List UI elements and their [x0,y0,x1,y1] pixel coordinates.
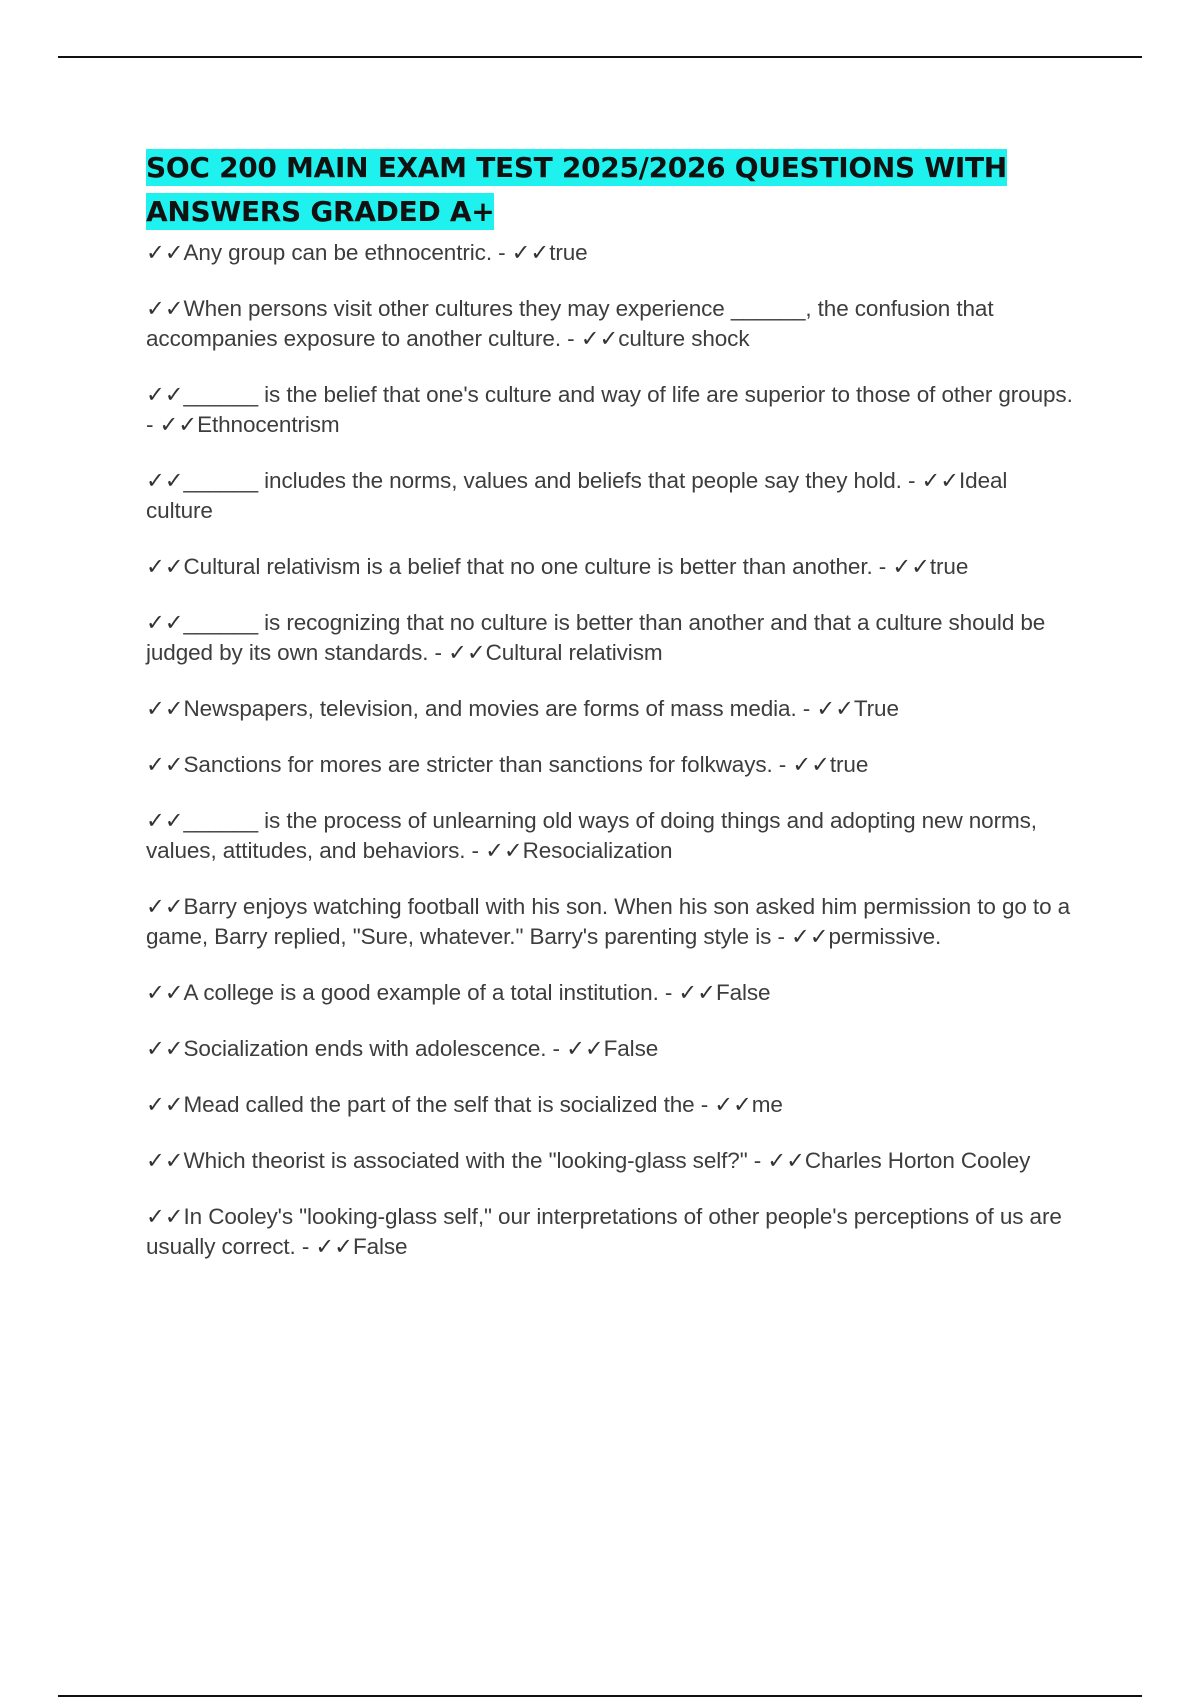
qa-item: ✓✓Cultural relativism is a belief that no one culture is better than another. - ✓✓true [146,554,969,579]
qa-item: ✓✓Mead called the part of the self that is socialized the - ✓✓me [146,1092,783,1117]
question-text: Newspapers, television, and movies are forms of mass media. [183,696,797,721]
check-mark-icon: ✓✓ [146,296,184,321]
qa-item: ✓✓______ is the process of unlearning old ways of doing things and adopting new norms, values, attitudes, and behaviors. - ✓✓Resocialization [146,808,1037,863]
check-mark-icon: ✓✓ [146,696,184,721]
check-mark-icon: ✓✓ [791,924,829,949]
check-mark-icon: ✓✓ [511,240,550,265]
question-text: ______ is the process of unlearning old ways of doing things and adopting new norms, values, attitudes, and behaviors. [146,808,1037,863]
check-mark-icon: ✓✓ [767,1148,805,1173]
check-mark-icon: ✓✓ [146,1036,184,1061]
answer-text: true [929,554,969,579]
qa-item: ✓✓______ includes the norms, values and beliefs that people say they hold. - ✓✓Ideal culture [146,468,1008,523]
qa-item: ✓✓Socialization ends with adolescence. - ✓✓False [146,1036,659,1061]
document-title [146,146,1076,234]
question-text: Barry enjoys watching football with his son. When his son asked him permission to go to a game, Barry replied, "Sure, whatever." Barry's parenting style is [146,894,1071,949]
question-text: Socialization ends with adolescence. [183,1036,547,1061]
question-text: Sanctions for mores are stricter than sanctions for folkways. [183,752,773,777]
check-mark-icon: ✓✓ [146,554,184,579]
answer-text: me [751,1092,783,1117]
check-mark-icon: ✓✓ [315,1234,353,1259]
qa-item: ✓✓Sanctions for mores are stricter than sanctions for folkways. - ✓✓true [146,752,869,777]
qa-item: ✓✓______ is recognizing that no culture is better than another and that a culture should be judged by its own standards. - ✓✓Cultural relativism [146,610,1046,665]
answer-text: False [715,980,771,1005]
answer-text: Ideal culture [146,468,1008,523]
question-text: A college is a good example of a total institution. [183,980,659,1005]
question-text: Mead called the part of the self that is socialized the [183,1092,695,1117]
question-text: When persons visit other cultures they may experience ______, the confusion that accompanies exposure to another culture. [146,296,994,351]
check-mark-icon: ✓✓ [146,468,184,493]
question-text: ______ is recognizing that no culture is better than another and that a culture should be judged by its own standards. [146,610,1046,665]
check-mark-icon: ✓✓ [146,752,184,777]
question-text: ______ includes the norms, values and beliefs that people say they hold. [183,468,902,493]
check-mark-icon: ✓✓ [146,1092,184,1117]
check-mark-icon: ✓✓ [792,752,830,777]
question-text: Any group can be ethnocentric. [183,240,492,265]
check-mark-icon: ✓✓ [146,240,184,265]
qa-item: ✓✓In Cooley's "looking-glass self," our interpretations of other people's perceptions of us are usually correct. - ✓✓False [146,1204,1062,1259]
question-text: Which theorist is associated with the "looking-glass self?" [183,1148,748,1173]
question-text: In Cooley's "looking-glass self," our interpretations of other people's perceptions of us are usually correct. [146,1204,1062,1259]
check-mark-icon: ✓✓ [580,326,619,351]
answer-text: true [549,240,588,265]
answer-text: Cultural relativism [485,640,663,665]
check-mark-icon: ✓✓ [892,554,930,579]
qa-item: ✓✓______ is the belief that one's culture and way of life are superior to those of other groups. - ✓✓Ethnocentrism [146,382,1073,437]
answer-text: False [603,1036,659,1061]
qa-item: ✓✓A college is a good example of a total institution. - ✓✓False [146,980,771,1005]
answer-text: permissive. [828,924,942,949]
answer-text: True [853,696,899,721]
answer-text: Charles Horton Cooley [804,1148,1031,1173]
top-rule [58,56,1142,58]
qa-item: ✓✓Any group can be ethnocentric. - ✓✓true [146,240,588,265]
check-mark-icon: ✓✓ [816,696,854,721]
check-mark-icon: ✓✓ [146,382,184,407]
check-mark-icon: ✓✓ [146,894,184,919]
question-text: ______ is the belief that one's culture and way of life are superior to those of other groups. [183,382,1073,407]
check-mark-icon: ✓✓ [566,1036,604,1061]
answer-text: culture shock [618,326,750,351]
check-mark-icon: ✓✓ [146,1148,184,1173]
check-mark-icon: ✓✓ [146,980,184,1005]
check-mark-icon: ✓✓ [146,808,184,833]
qa-item: ✓✓Which theorist is associated with the "looking-glass self?" - ✓✓Charles Horton Cooley [146,1148,1031,1173]
check-mark-icon: ✓✓ [448,640,486,665]
document-body [146,146,1076,1288]
answer-text: true [829,752,869,777]
question-text: Cultural relativism is a belief that no one culture is better than another. [183,554,873,579]
check-mark-icon: ✓✓ [159,412,198,437]
check-mark-icon: ✓✓ [678,980,716,1005]
qa-item: ✓✓Newspapers, television, and movies are forms of mass media. - ✓✓True [146,696,899,721]
check-mark-icon: ✓✓ [146,1204,184,1229]
answer-text: Ethnocentrism [197,412,340,437]
answer-text: False [352,1234,408,1259]
qa-list [146,238,1076,1262]
check-mark-icon: ✓✓ [714,1092,752,1117]
check-mark-icon: ✓✓ [921,468,960,493]
qa-item: ✓✓Barry enjoys watching football with his son. When his son asked him permission to go to a game, Barry replied, "Sure, whatever." Barry's parenting style is - ✓✓permissive. [146,894,1071,949]
check-mark-icon: ✓✓ [146,610,184,635]
document-title-highlight: SOC 200 MAIN EXAM TEST 2025/2026 QUESTIONS WITH ANSWERS GRADED A+ [146,151,1007,228]
check-mark-icon: ✓✓ [485,838,523,863]
answer-text: Resocialization [522,838,673,863]
qa-item: ✓✓When persons visit other cultures they may experience ______, the confusion that accompanies exposure to another culture. - ✓✓culture shock [146,296,994,351]
bottom-rule [58,1695,1142,1697]
